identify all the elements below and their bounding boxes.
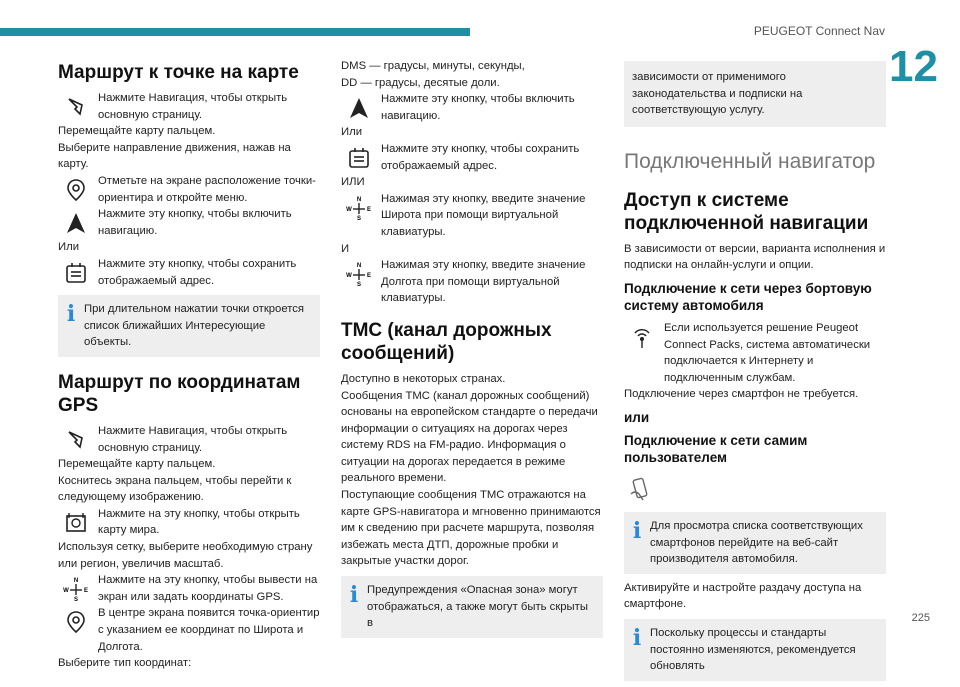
header-title: PEUGEOT Connect Nav — [753, 24, 885, 38]
instruction-row — [58, 206, 320, 239]
section-title-tmc: TMC (канал дорожных сообщений) — [341, 319, 552, 364]
compass-icon — [345, 259, 373, 289]
instruction-row — [58, 423, 320, 456]
body-text: Активируйте и настройте раздачу доступа на смартфоне. — [624, 581, 862, 611]
svg-text:S: S — [356, 215, 362, 221]
continued-note: зависимости от применимого законодательства и подписки на соответствующую услугу. — [624, 61, 886, 127]
section-title-map-point: Маршрут к точке на карте — [58, 62, 299, 83]
instruction-row — [58, 572, 320, 605]
header-accent-bar — [0, 28, 470, 36]
body-text: Перемещайте карту пальцем. — [58, 125, 216, 138]
info-icon: i — [632, 517, 642, 544]
note-text: Поскольку процессы и стандарты постоянно изменяются, рекомендуется обновлять — [650, 626, 856, 673]
body-text: В зависимости от версии, варианта исполнения и подписки на онлайн-услуги и опции. — [624, 242, 886, 272]
column-3 — [624, 55, 886, 687]
body-text: Сообщения TMC (канал дорожных сообщений) основаны на европейском стандарте о передачи информации о ситуациях на дорогах через систему RDS на FM-радио. Информация о ситуации на дорогах передается в режиме реального времени. — [341, 389, 598, 485]
instruction-row — [58, 173, 320, 206]
body-text: Подключение через смартфон не требуется. — [624, 388, 859, 401]
instruction-row — [341, 141, 603, 174]
section-title-gps: Маршрут по координатам GPS — [58, 371, 301, 416]
save-address-icon — [345, 143, 373, 173]
chapter-number: 12 — [889, 42, 938, 91]
instruction-text: Нажмите Навигация, чтобы открыть основную страницу. — [98, 92, 288, 121]
connectivity-icon — [628, 322, 656, 352]
instruction-text: Нажмите на эту кнопку, чтобы вывести на экран или задать координаты GPS. — [98, 574, 318, 603]
info-icon: i — [349, 582, 359, 609]
instruction-row — [341, 191, 603, 241]
page-number: 225 — [911, 612, 930, 624]
instruction-row — [341, 91, 603, 124]
instruction-text: Нажмите эту кнопку, чтобы включить навигацию. — [98, 208, 292, 237]
section-connected-navigation: Подключенный навигатор — [624, 149, 876, 173]
svg-text:N: N — [73, 578, 79, 585]
body-text: DD — градусы, десятые доли. — [341, 76, 500, 89]
body-text: Выберите тип координат: — [58, 657, 192, 670]
svg-text:W: W — [63, 588, 69, 595]
svg-text:S: S — [356, 282, 362, 288]
body-text: Поступающие сообщения TMC отражаются на карте GPS-навигатора и мгновенно принимаются им к сведению при расчете маршрута, позволяя избежать места ДТП, дорожные пробки и закрытые участки дорог. — [341, 489, 601, 568]
instruction-text: Нажимая эту кнопку, введите значение Широта при помощи виртуальной клавиатуры. — [381, 192, 586, 238]
svg-text:S: S — [73, 597, 79, 603]
column-2 — [341, 58, 603, 644]
info-note — [624, 512, 886, 574]
svg-text:E: E — [83, 588, 89, 595]
subheading-onboard: Подключение к сети через бортовую систему автомобиля — [624, 280, 872, 313]
world-map-icon — [62, 508, 90, 538]
svg-text:W: W — [346, 273, 352, 280]
instruction-text: Нажмите эту кнопку, чтобы включить навигацию. — [381, 93, 575, 122]
info-icon: i — [632, 624, 642, 651]
compass-icon — [62, 574, 90, 604]
svg-text:E: E — [366, 273, 372, 280]
info-icon: i — [66, 301, 76, 328]
body-text: Используя сетку, выберите необходимую страну или регион, увеличив масштаб. — [58, 541, 313, 570]
instruction-text: Нажмите Навигация, чтобы открыть основную страницу. — [98, 424, 288, 454]
instruction-row — [624, 320, 886, 386]
subheading-user: Подключение к сети самим пользователем — [624, 432, 808, 465]
instruction-text: Отметьте на экране расположение точки-ориентира и откройте меню. — [98, 174, 316, 204]
note-text: При длительном нажатии точки откроется список ближайших Интересующие объекты. — [84, 303, 305, 349]
instruction-row — [58, 506, 320, 539]
instruction-text: Нажмите на эту кнопку, чтобы открыть карту мира. — [98, 507, 300, 537]
body-text: ИЛИ — [341, 176, 365, 189]
smartphone-icon — [626, 472, 654, 506]
instruction-row — [58, 90, 320, 123]
or-label: или — [624, 409, 650, 425]
info-note — [341, 576, 603, 638]
svg-text:N: N — [356, 196, 362, 203]
svg-text:W: W — [346, 206, 352, 213]
note-text: Для просмотра списка соответствующих смартфонов перейдите на веб-сайт производителя автомобиля. — [650, 519, 863, 566]
note-text: Предупреждения «Опасная зона» могут отображаться, а также могут быть скрыты в — [367, 584, 588, 630]
navigation-icon — [62, 425, 90, 455]
body-text: И — [341, 242, 350, 255]
info-note — [58, 295, 320, 357]
column-1 — [58, 55, 320, 672]
svg-text:E: E — [366, 206, 372, 213]
start-navigation-icon — [62, 208, 90, 238]
body-text: Коснитесь экрана пальцем, чтобы перейти к следующему изображению. — [58, 474, 292, 504]
instruction-text: Если используется решение Peugeot Connect Packs, система автоматически подключается к Интернету и подключенным службам. — [664, 321, 871, 384]
map-pin-icon — [62, 607, 90, 637]
info-note — [624, 619, 886, 681]
map-pin-icon — [62, 175, 90, 205]
body-text: Перемещайте карту пальцем. — [58, 458, 216, 471]
body-text: Или — [58, 241, 80, 254]
section-title-access: Доступ к системе подключенной навигации — [624, 189, 869, 234]
compass-icon — [345, 193, 373, 223]
instruction-row — [58, 256, 320, 289]
instruction-text: Нажмите эту кнопку, чтобы сохранить отображаемый адрес. — [381, 142, 580, 172]
svg-text:N: N — [356, 263, 362, 270]
save-address-icon — [62, 258, 90, 288]
body-text: Доступно в некоторых странах. — [341, 372, 506, 385]
instruction-row — [341, 257, 603, 307]
instruction-row — [58, 605, 320, 655]
instruction-text: В центре экрана появится точка-ориентир с указанием ее координат по Широта и Долгота. — [98, 607, 320, 653]
body-text: Или — [341, 126, 363, 139]
body-text: Выберите направление движения, нажав на карту. — [58, 141, 291, 171]
instruction-text: Нажимая эту кнопку, введите значение Долгота при помощи виртуальной клавиатуры. — [381, 259, 586, 305]
navigation-icon — [62, 92, 90, 122]
instruction-text: Нажмите эту кнопку, чтобы сохранить отображаемый адрес. — [98, 257, 297, 287]
body-text: DMS — градусы, минуты, секунды, — [341, 60, 525, 72]
start-navigation-icon — [345, 93, 373, 123]
